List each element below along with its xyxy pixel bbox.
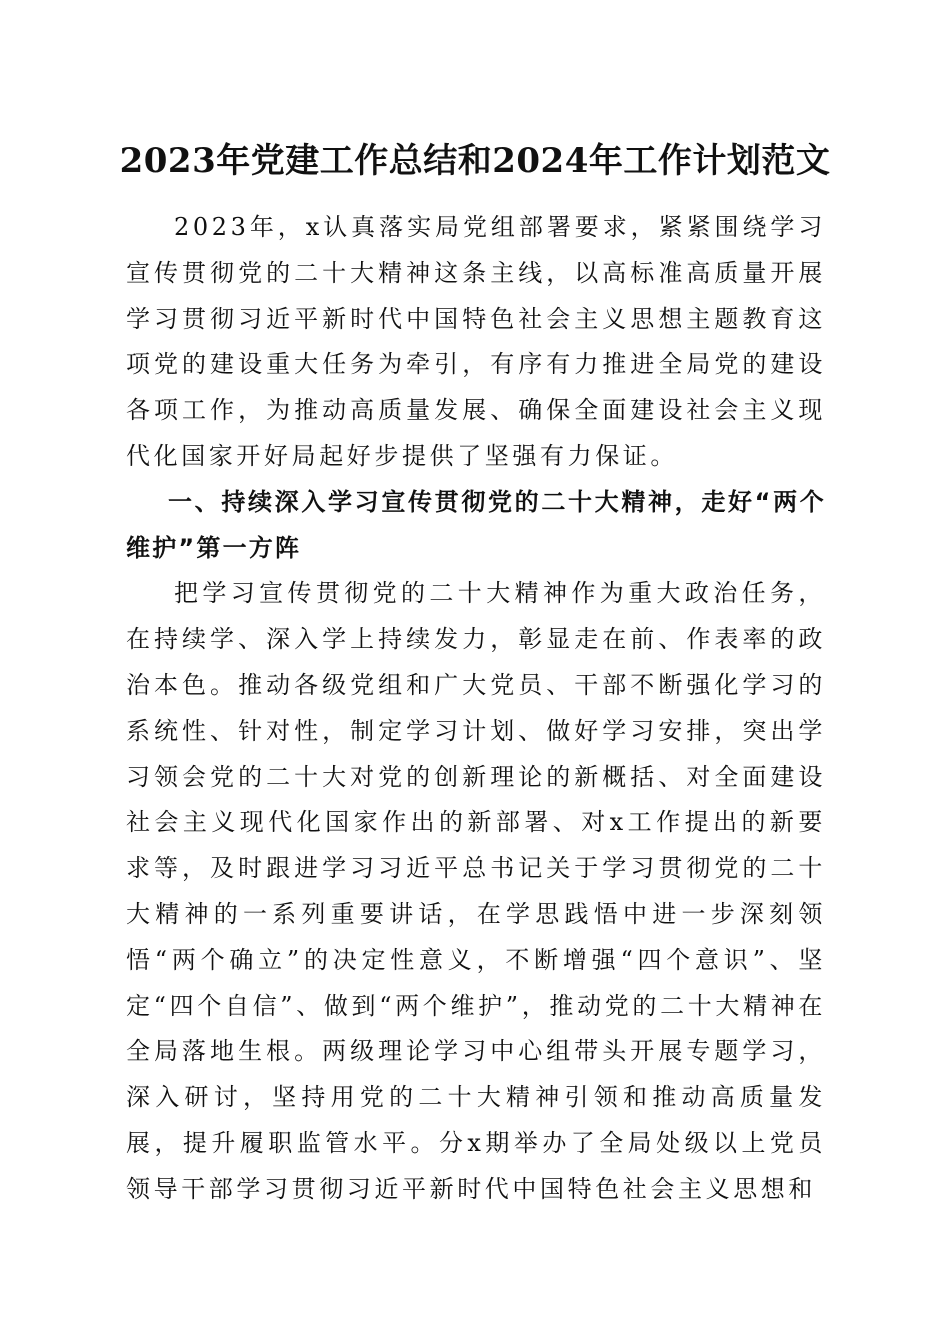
document-body [126,205,826,1213]
section-1-paragraph: 把学习宣传贯彻党的二十大精神作为重大政治任务，在持续学、深入学上持续发力，彰显走在前、作表率的政治本色。推动各级党组和广大党员、干部不断强化学习的系统性、针对性，制定学习计划、做好学习安排，突出学习领会党的二十大对党的创新理论的新概括、对全面建设社会主义现代化国家作出的新部署、对x工作提出的新要求等，及时跟进学习习近平总书记关于学习贯彻党的二十大精神的一系列重要讲话，在学思践悟中进一步深刻领悟“两个确立”的决定性意义，不断增强“四个意识”、坚定“四个自信”、做到“两个维护”，推动党的二十大精神在全局落地生根。两级理论学习中心组带头开展专题学习，深入研讨，坚持用党的二十大精神引领和推动高质量发展，提升履职监管水平。分x期举办了全局处级以上党员领导干部学习贯彻习近平新时代中国特色社会主义思想和 [126,579,826,1203]
section-heading-1: 一、持续深入学习宣传贯彻党的二十大精神，走好“两个维护”第一方阵 [126,487,826,562]
intro-paragraph: 2023年，x认真落实局党组部署要求，紧紧围绕学习宣传贯彻党的二十大精神这条主线，以高标准高质量开展学习贯彻习近平新时代中国特色社会主义思想主题教育这项党的建设重大任务为牵引，有序有力推进全局党的建设各项工作，为推动高质量发展、确保全面建设社会主义现代化国家开好局起好步提供了坚强有力保证。 [126,213,826,470]
document-title: 2023年党建工作总结和2024年工作计划范文 [119,141,831,181]
